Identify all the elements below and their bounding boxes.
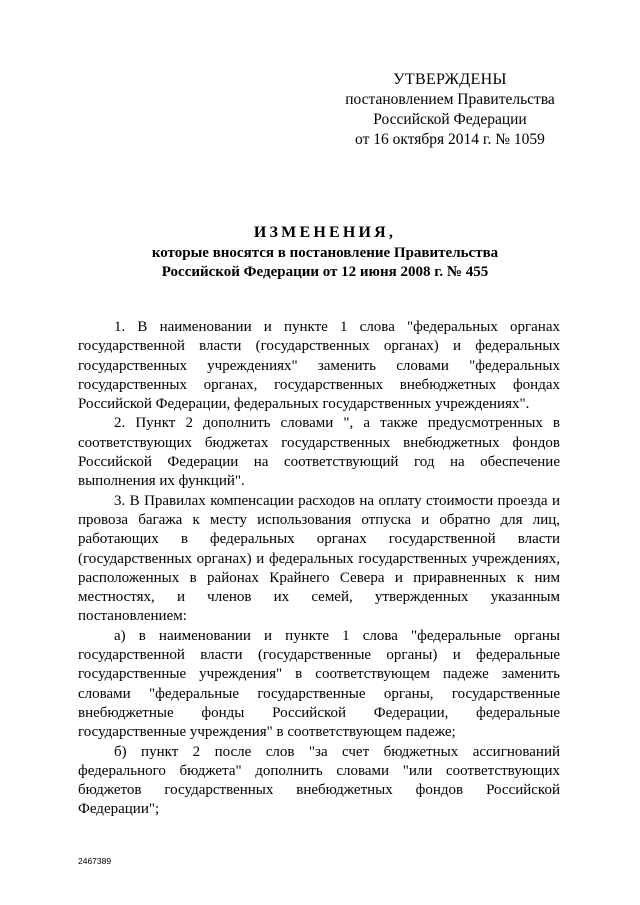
document-body	[78, 318, 560, 820]
paragraph-3a: а) в наименовании и пункте 1 слова "федеральные органы государственной власти (государственные органы) и федеральные государственные учреждения" в соответствующем падеже заменить словами "федеральные государственные органы, государственные внебюджетные фонды Российской Федерации, федеральные государственные учреждения" в соответствующем падеже;	[78, 627, 560, 741]
paragraph-3b: б) пункт 2 после слов "за счет бюджетных ассигнований федерального бюджета" дополнить словами "или соответствующих бюджетов государственных внебюджетных фондов Российской Федерации";	[78, 743, 560, 818]
approval-heading: УТВЕРЖДЕНЫ	[393, 71, 507, 88]
approval-line: Российской Федерации	[373, 111, 527, 128]
paragraph-1: 1. В наименовании и пункте 1 слова "федеральных органах государственной власти (государственных органах) и федеральных государственных учреждениях" заменить словами "федеральных государственных органах, государственных внебюджетных фондах Российской Федерации, федеральных государственных учреждениях".	[78, 319, 560, 413]
approval-line: постановлением Правительства	[345, 91, 555, 108]
document-subtitle: Российской Федерации от 12 июня 2008 г. № 455	[161, 264, 489, 280]
approval-date-line: от 16 октября 2014 г. № 1059	[355, 131, 545, 148]
document-title: ИЗМЕНЕНИЯ,	[253, 224, 397, 241]
paragraph-3: 3. В Правилах компенсации расходов на оплату стоимости проезда и провоза багажа к месту использования отпуска и обратно для лиц, работающих в федеральных органах государственной власти (государственных органах) и федеральных государственных учреждениях, расположенных в районах Крайнего Севера и приравненных к ним местностях, и членов их семей, утвержденных указанным постановлением:	[78, 492, 560, 625]
document-subtitle: которые вносятся в постановление Правительства	[151, 245, 499, 261]
document-code: 2467389	[78, 856, 112, 866]
approval-stamp	[330, 70, 570, 150]
paragraph-2: 2. Пункт 2 дополнить словами ", а также предусмотренных в соответствующих бюджетах государственных внебюджетных фондов Российской Федерации на соответствующий год на обеспечение выполнения их функций".	[78, 415, 560, 490]
document-heading	[90, 222, 560, 282]
